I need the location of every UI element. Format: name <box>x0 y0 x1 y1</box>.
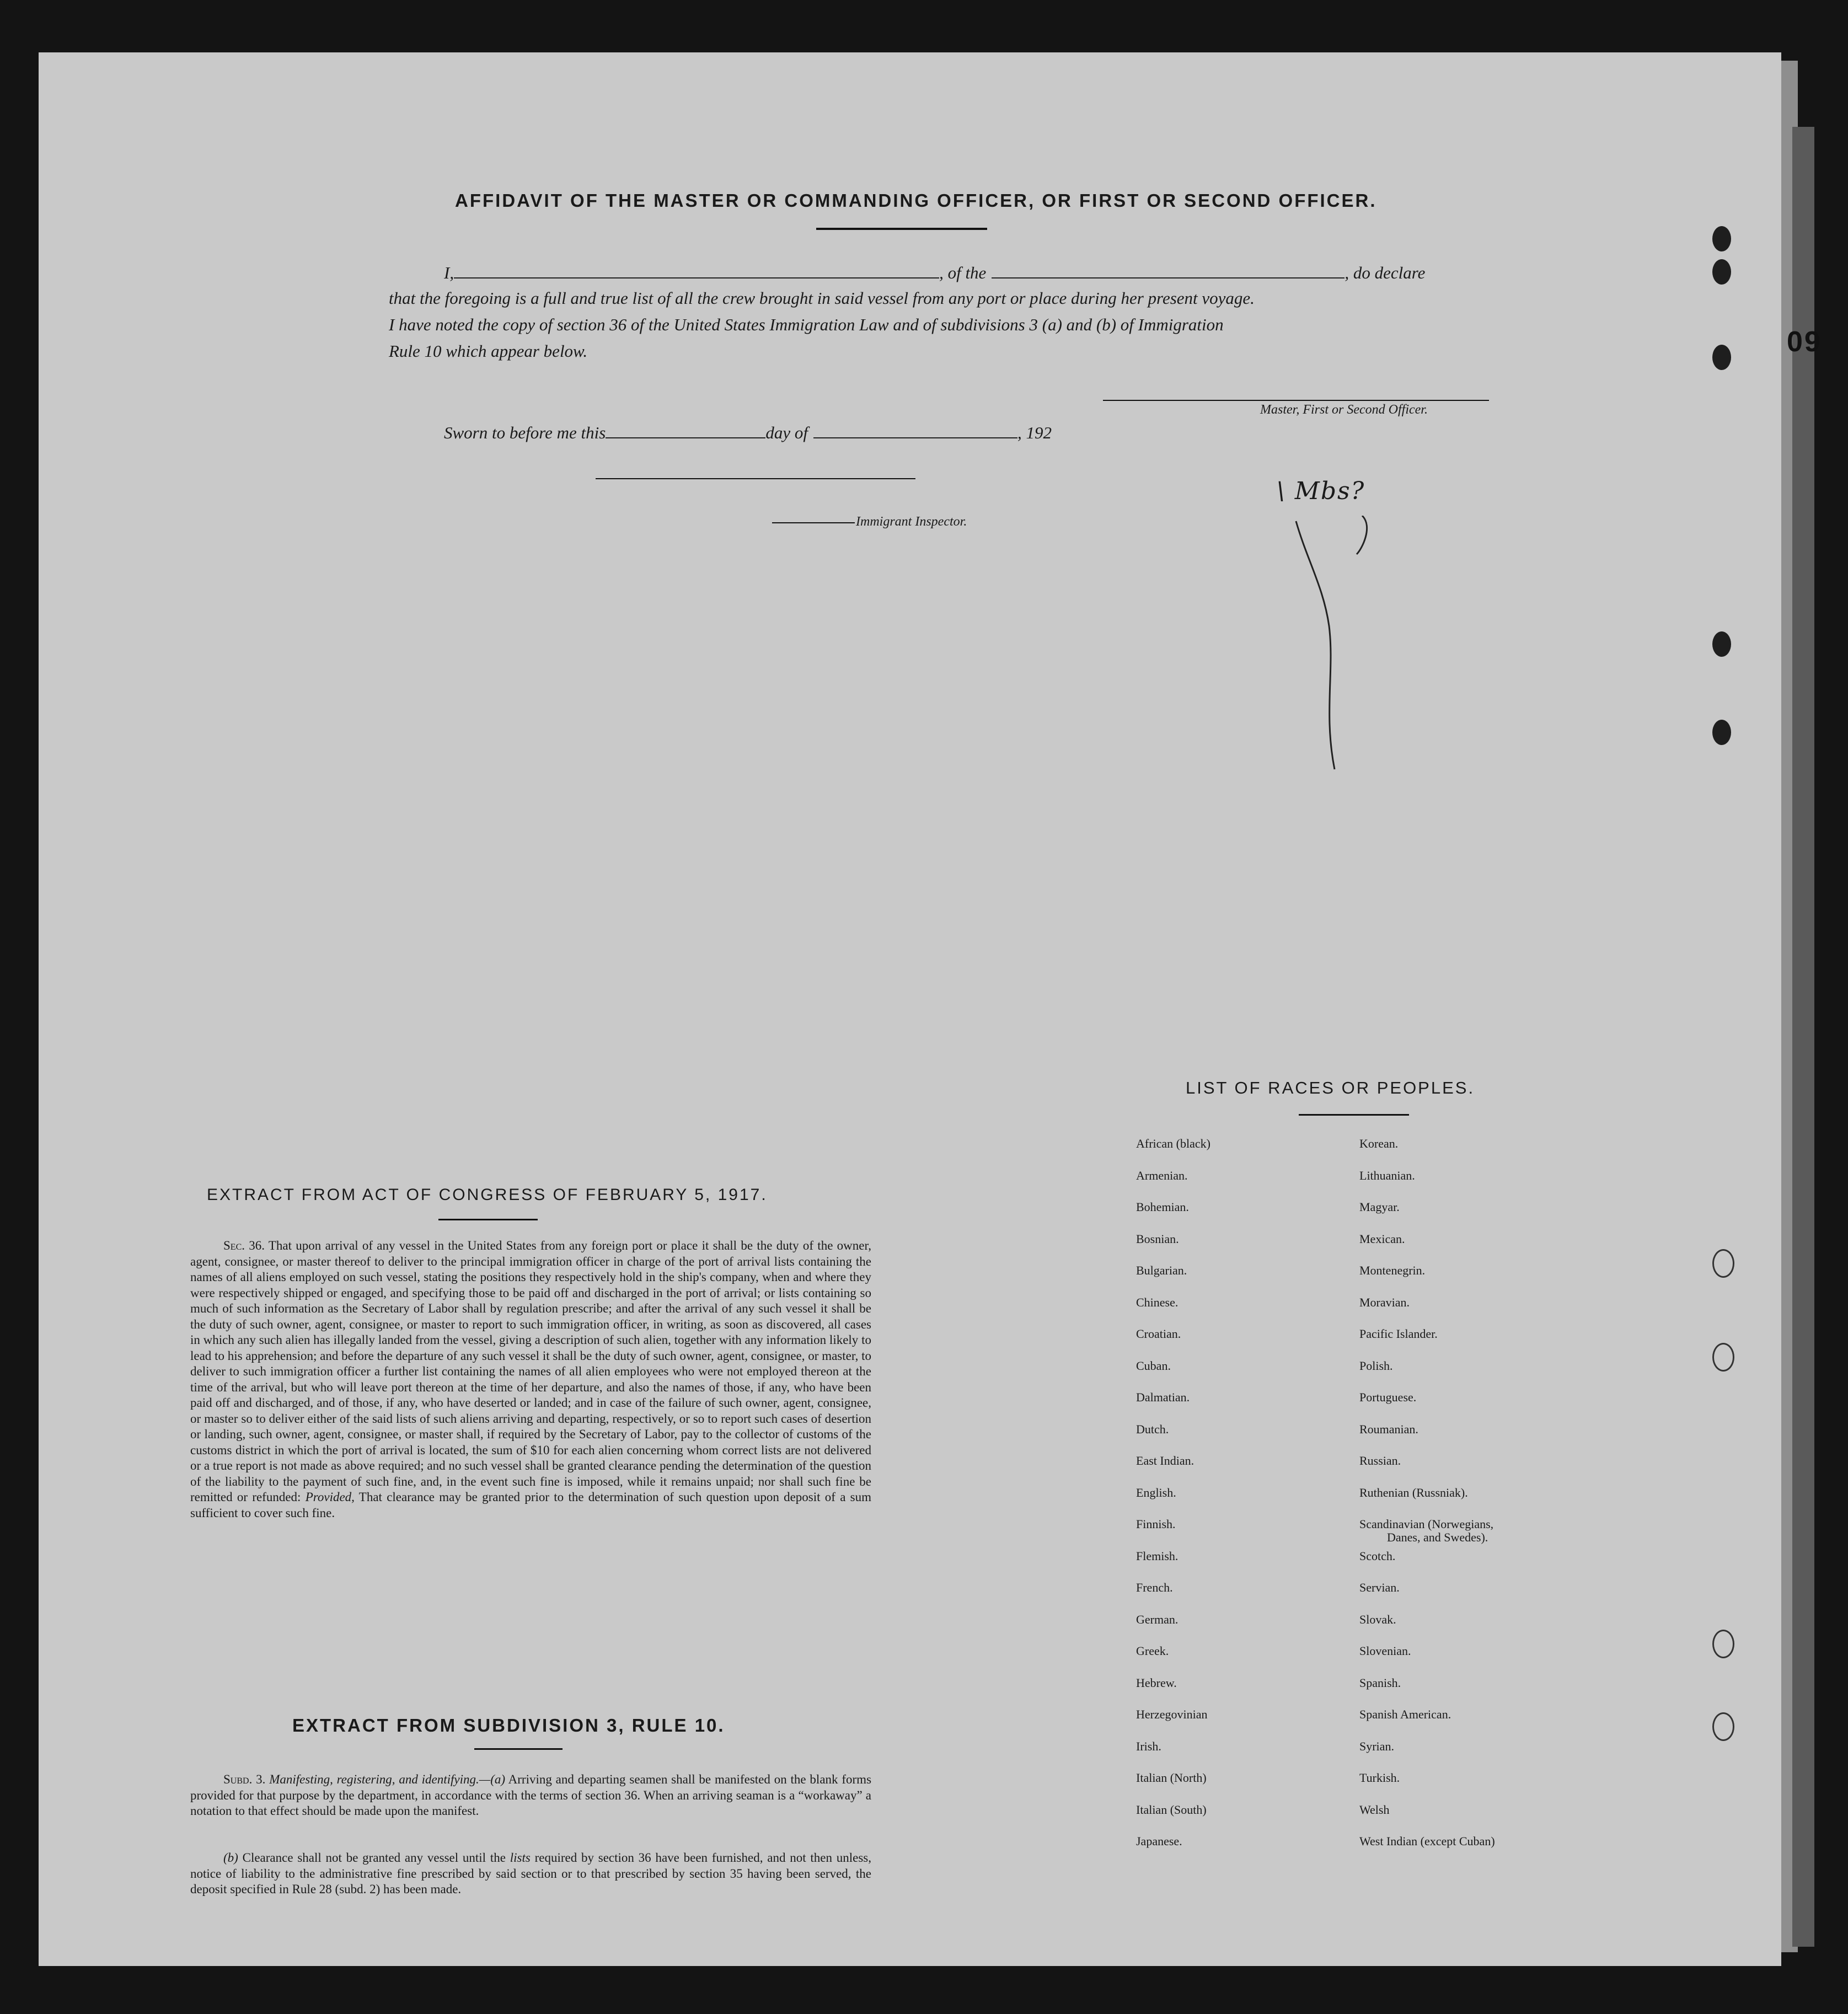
name-blank[interactable] <box>454 262 939 278</box>
binder-hole <box>1712 631 1731 657</box>
title-rule <box>816 228 987 230</box>
binder-hole <box>1712 720 1731 745</box>
sworn-month-blank[interactable] <box>813 422 1017 438</box>
race-item: Welsh <box>1359 1802 1390 1817</box>
race-item: Korean. <box>1359 1137 1399 1150</box>
race-item: Slovak. <box>1359 1612 1396 1626</box>
extract-act-rule <box>438 1219 538 1220</box>
race-item: Dutch. <box>1136 1422 1169 1436</box>
race-item: Hebrew. <box>1136 1675 1177 1690</box>
pen-mark <box>1290 516 1401 780</box>
race-item: Magyar. <box>1359 1200 1400 1214</box>
race-item: East Indian. <box>1136 1454 1194 1467</box>
race-item: Montenegrin. <box>1359 1263 1426 1277</box>
race-item: Bulgarian. <box>1136 1263 1187 1277</box>
sworn-day-blank[interactable] <box>606 422 765 438</box>
underlying-page-shadow <box>1792 127 1814 1947</box>
race-item: Servian. <box>1359 1581 1400 1594</box>
race-item: Syrian. <box>1359 1739 1394 1753</box>
scandinavian-continued: Danes, and Swedes). <box>1387 1530 1488 1544</box>
extract-rule-title: EXTRACT FROM SUBDIVISION 3, RULE 10. <box>292 1715 725 1736</box>
binder-hole <box>1712 1712 1734 1741</box>
race-item: West Indian (except Cuban) <box>1359 1834 1495 1848</box>
subd-3-b-text: (b) Clearance shall not be granted any vessel until the lists required by section 36 have been furnished, and not then unless, notice of liability to the administrative fine prescribed by said section or to that prescribed by section 35 having been served, the deposit specified in Rule 28 (subd. 2) has been made. <box>190 1851 872 1896</box>
affidavit-line-2: that the foregoing is a full and true list of all the crew brought in said vessel from any port or place during her present voyage. <box>389 288 1255 308</box>
races-left-column <box>1136 1128 1210 1857</box>
race-item: Russian. <box>1359 1454 1401 1467</box>
race-item: Lithuanian. <box>1359 1168 1415 1182</box>
affidavit-line-3: I have noted the copy of section 36 of the United States Immigration Law and of subdivisions 3 (a) and (b) of Immigration <box>389 315 1224 334</box>
affidavit-line-4: Rule 10 which appear below. <box>389 341 588 361</box>
inspector-signature-line <box>596 478 915 479</box>
master-label: Master, First or Second Officer. <box>1260 403 1428 417</box>
race-item: Scandinavian (Norwegians, <box>1359 1517 1494 1531</box>
race-item: Japanese. <box>1136 1834 1182 1848</box>
document-page <box>39 52 1781 1966</box>
race-item: German. <box>1136 1612 1179 1626</box>
inspector-short-line <box>772 522 855 523</box>
race-item: Mexican. <box>1359 1231 1405 1246</box>
races-title: LIST OF RACES OR PEOPLES. <box>1186 1078 1475 1097</box>
sworn-line: Sworn to before me this day of , 192 <box>444 423 1052 442</box>
binder-hole <box>1712 259 1731 285</box>
race-item: Armenian. <box>1136 1168 1188 1182</box>
race-item: Spanish American. <box>1359 1707 1451 1721</box>
binder-hole <box>1712 345 1731 370</box>
section-36-text: Sec. 36. That upon arrival of any vessel in the United States from any foreign port or place it shall be the duty of the owner, agent, consignee, or master thereof to deliver to the principal immigration officer in charge of the port of arrival lists containing the names of all aliens employed on such vessel, stating the positions they respectively hold in the ship's company, when and where they were respectively shipped or engaged, and specifying those to be paid off and discharged in the port of arrival; or lists containing so much of such information as the Secretary of Labor shall by regulation prescribe; and after the arrival of any such vessel it shall be the duty of such owner, agent, consignee, or master to report to such immigration officer, in writing, as soon as discovered, all cases in which any such alien has illegally landed from the vessel, giving a description of such alien, together with any information likely to lead to his apprehension; and before the departure of any such vessel it shall be the duty of such owner, agent, consignee, or master, to deliver to such immigration officer a further list containing the names of all alien employees who were not employed thereon at the time of the arrival, but who will leave port thereon at the time of her departure, and also the names of those, if any, who have been paid off and discharged, and of those, if any, who have deserted or landed; and in case of the failure of such owner, agent, consignee, or master so to deliver either of the said lists of such aliens arriving and departing, respectively, or so to report such cases of desertion or landing, such owner, agent, consignee, or master shall, if required by the Secretary of Labor, pay to the collector of customs of the customs district in which the port of arrival is located, the sum of $10 for each alien concerning whom correct lists are not delivered or a true report is not made as above required; and no such vessel shall be granted clearance pending the determination of the question of the liability to the payment of such fine, and, in the event such fine is imposed, while it remains unpaid; nor shall such fine be remitted or refunded: Provided, That clearance may be granted prior to the determination of such question upon deposit of a sum sufficient to cover such fine. <box>190 1239 872 1520</box>
race-item: Slovenian. <box>1359 1644 1411 1658</box>
race-item: Cuban. <box>1136 1358 1171 1373</box>
race-item: Croatian. <box>1136 1327 1181 1341</box>
page-number: 09 <box>1787 326 1822 358</box>
race-item: Greek. <box>1136 1644 1169 1658</box>
race-item: Moravian. <box>1359 1295 1410 1309</box>
race-item: Dalmatian. <box>1136 1390 1190 1404</box>
races-rule <box>1299 1114 1409 1116</box>
race-item: Scotch. <box>1359 1549 1396 1563</box>
race-item: Portuguese. <box>1359 1390 1417 1404</box>
inspector-label: Immigrant Inspector. <box>856 515 967 529</box>
race-item: Spanish. <box>1359 1675 1401 1690</box>
race-item: French. <box>1136 1581 1173 1594</box>
race-item: African (black) <box>1136 1137 1210 1150</box>
races-right-column <box>1359 1128 1495 1857</box>
race-item: Italian (South) <box>1136 1802 1207 1817</box>
binder-hole <box>1712 1249 1734 1278</box>
handwritten-signature: \ Mbs? <box>1277 477 1365 505</box>
subd-3-a-text: Subd. 3. Manifesting, registering, and identifying.—(a) Arriving and departing seamen shall be manifested on the blank forms provided for that purpose by the department, in accordance with the terms of section 36. When an arriving seaman is a “workaway” a notation to that effect should be made upon the manifest. <box>190 1772 872 1818</box>
race-item: Turkish. <box>1359 1771 1400 1785</box>
extract-act-title: EXTRACT FROM ACT OF CONGRESS OF FEBRUARY 5, 1917. <box>207 1186 768 1204</box>
race-item: Pacific Islander. <box>1359 1327 1438 1341</box>
race-item: English. <box>1136 1485 1176 1499</box>
affidavit-title: AFFIDAVIT OF THE MASTER OR COMMANDING OFFICER, OR FIRST OR SECOND OFFICER. <box>455 190 1377 211</box>
binder-hole <box>1712 1630 1734 1658</box>
race-item: Herzegovinian <box>1136 1707 1208 1721</box>
race-item: Roumanian. <box>1359 1422 1418 1436</box>
race-item: Finnish. <box>1136 1517 1176 1531</box>
extract-rule-rule <box>474 1748 563 1750</box>
race-item: Ruthenian (Russniak). <box>1359 1485 1468 1499</box>
race-item: Chinese. <box>1136 1295 1179 1309</box>
race-item: Bohemian. <box>1136 1200 1189 1214</box>
race-item: Italian (North) <box>1136 1771 1207 1785</box>
race-item: Bosnian. <box>1136 1231 1179 1246</box>
race-item: Flemish. <box>1136 1549 1179 1563</box>
race-item: Irish. <box>1136 1739 1161 1753</box>
vessel-blank[interactable] <box>992 262 1345 278</box>
binder-hole <box>1712 226 1731 251</box>
race-item: Polish. <box>1359 1358 1393 1373</box>
master-signature-line <box>1103 400 1489 401</box>
binder-hole <box>1712 1343 1734 1372</box>
affidavit-line-1: I, , of the , do declare <box>444 263 1426 282</box>
